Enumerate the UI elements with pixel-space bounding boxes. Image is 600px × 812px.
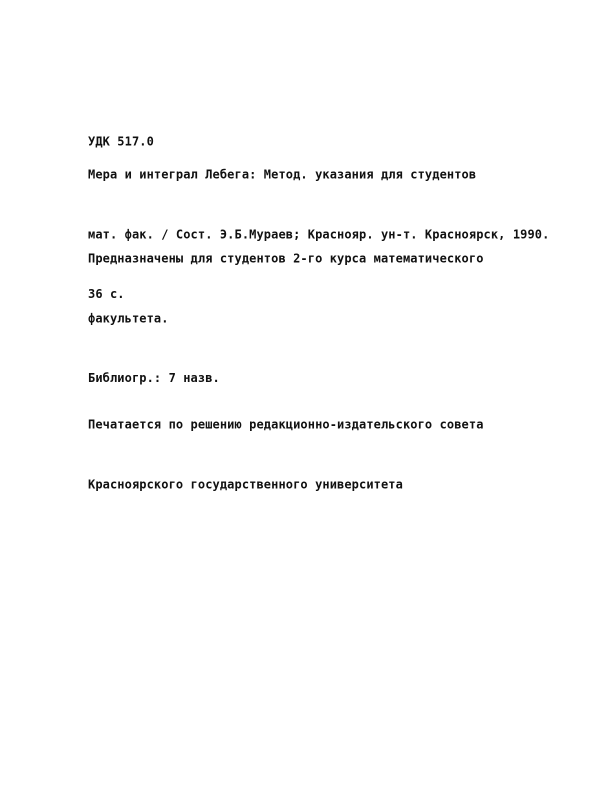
bibliographic-line-1: Мера и интеграл Лебега: Метод. указания для студентов <box>88 167 477 182</box>
publication-approval <box>88 375 484 535</box>
bibliographic-line-2: мат. фак. / Сост. Э.Б.Мураев; Краснояр. ун-т. Красноярск, 1990. <box>88 226 550 242</box>
approval-line-1: Печатается по решению редакционно-издательского совета <box>88 417 484 432</box>
approval-line-2: Красноярского государственного университета <box>88 476 403 492</box>
purpose-line-1: Предназначены для студентов 2-го курса математического <box>88 251 484 266</box>
bibliographic-line-3: 36 с. <box>88 286 125 302</box>
bibliography-count: Библиогр.: 7 назв. <box>88 370 220 386</box>
purpose-line-2: факультета. <box>88 310 169 326</box>
udk-line: УДК 517.0 <box>88 134 154 149</box>
